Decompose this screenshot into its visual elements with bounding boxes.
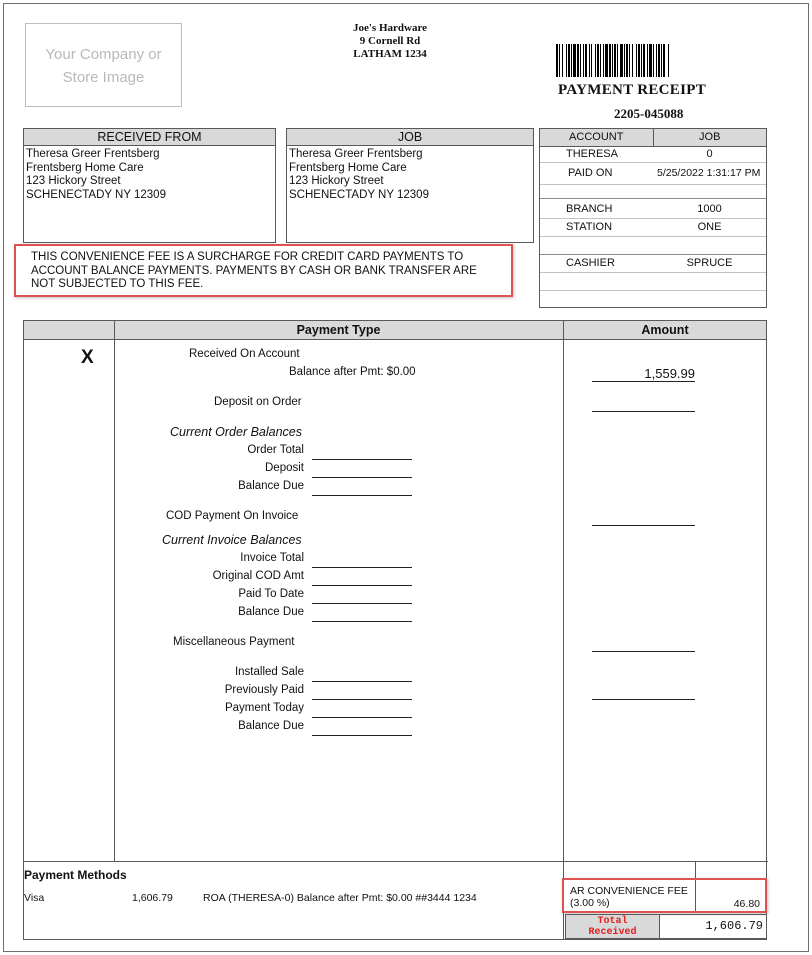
received-from-line: Frentsberg Home Care: [26, 161, 144, 174]
invoice-total-label: Invoice Total: [240, 552, 304, 564]
paid-to-date-label: Paid To Date: [238, 588, 304, 600]
total-label-line1: Total: [597, 916, 628, 927]
payment-methods-title: Payment Methods: [24, 868, 127, 882]
received-from-line: SCHENECTADY NY 12309: [26, 188, 166, 201]
account-panel: [539, 128, 767, 308]
job-value: 0: [706, 148, 713, 160]
barcode: [556, 44, 768, 77]
cashier-row: [540, 257, 766, 269]
deposit-on-order-label: Deposit on Order: [214, 396, 302, 408]
cod-payment-label: COD Payment On Invoice: [166, 510, 299, 522]
payment-today-label: Payment Today: [224, 702, 304, 714]
order-balance-due-label: Balance Due: [238, 480, 304, 492]
paid-on-label: PAID ON: [568, 167, 613, 179]
station-label: STATION: [566, 221, 613, 233]
job-line: Theresa Greer Frentsberg: [289, 148, 423, 160]
selected-payment-mark: X: [81, 347, 94, 368]
station-value: ONE: [697, 221, 722, 233]
amount-header: Amount: [641, 323, 689, 337]
account-column-header: ACCOUNT: [540, 129, 654, 146]
convenience-fee-notice: [14, 244, 513, 297]
received-from-line: 123 Hickory Street: [26, 175, 121, 187]
installed-sale-label: Installed Sale: [234, 666, 304, 678]
cashier-label: CASHIER: [566, 257, 615, 269]
company-street: 9 Cornell Rd: [359, 35, 421, 47]
company-name: Joe's Hardware: [352, 22, 428, 34]
logo-text-line1: Your Company or: [45, 46, 162, 63]
company-city: LATHAM 1234: [353, 48, 427, 60]
account-value: THERESA: [566, 148, 618, 160]
payment-method-amount: 1,606.79: [132, 892, 173, 904]
convenience-fee-value: 46.80: [733, 898, 760, 910]
cashier-value: SPRUCE: [686, 257, 733, 269]
received-on-account-label: Received On Account: [189, 348, 300, 360]
convenience-fee-label: AR CONVENIENCE FEE (3.00 %): [570, 885, 688, 909]
payment-method-type: Visa: [24, 892, 45, 904]
receipt-title: PAYMENT RECEIPT: [558, 82, 706, 98]
current-order-balances-heading: Current Order Balances: [170, 425, 303, 439]
company-info: [300, 22, 480, 61]
job-header: JOB: [286, 128, 534, 146]
total-received-label: [565, 914, 660, 939]
branch-value: 1000: [697, 203, 722, 215]
job-address: [286, 146, 534, 243]
misc-balance-due-label: Balance Due: [238, 720, 304, 732]
job-column-header: JOB: [699, 131, 721, 143]
invoice-balance-due-label: Balance Due: [238, 606, 304, 618]
paid-on-value: 5/25/2022 1:31:17 PM: [657, 167, 761, 179]
deposit-label: Deposit: [265, 462, 304, 474]
notice-line: THIS CONVENIENCE FEE IS A SURCHARGE FOR CREDIT CARD PAYMENTS TO: [31, 251, 464, 263]
payment-table: [23, 320, 767, 940]
received-from-address: [23, 146, 276, 243]
misc-payment-label: Miscellaneous Payment: [173, 636, 295, 648]
convenience-fee-row: [562, 878, 767, 913]
station-row: [540, 221, 766, 233]
order-total-label: Order Total: [247, 444, 304, 456]
received-from-header: RECEIVED FROM: [23, 128, 276, 146]
job-line: 123 Hickory Street: [289, 175, 384, 187]
job-line: SCHENECTADY NY 12309: [289, 188, 429, 201]
payment-method-description: ROA (THERESA-0) Balance after Pmt: $0.00 ##3444 1234: [203, 892, 477, 904]
received-from-line: Theresa Greer Frentsberg: [26, 148, 160, 160]
previously-paid-label: Previously Paid: [224, 684, 304, 696]
branch-row: [540, 203, 766, 215]
total-label-line2: Received: [588, 927, 637, 938]
paid-on-row: [540, 167, 766, 179]
balance-after-pmt-label: Balance after Pmt: $0.00: [289, 366, 416, 378]
receipt-number: 2205-045088: [614, 106, 684, 121]
current-invoice-balances-heading: Current Invoice Balances: [162, 533, 302, 547]
payment-type-header: Payment Type: [296, 323, 381, 337]
logo-text-line2: Store Image: [62, 69, 145, 86]
branch-label: BRANCH: [566, 203, 613, 215]
job-line: Frentsberg Home Care: [289, 161, 407, 174]
total-received-value: 1,606.79: [660, 914, 767, 939]
company-logo-placeholder: [25, 23, 182, 107]
account-row: [540, 148, 766, 160]
roa-amount: 1,559.99: [644, 366, 695, 381]
notice-line: NOT SUBJECTED TO THIS FEE.: [31, 278, 204, 290]
notice-line: ACCOUNT BALANCE PAYMENTS. PAYMENTS BY CASH OR BANK TRANSFER ARE: [31, 264, 477, 277]
original-cod-amt-label: Original COD Amt: [212, 570, 304, 582]
account-panel-header: [540, 129, 766, 147]
